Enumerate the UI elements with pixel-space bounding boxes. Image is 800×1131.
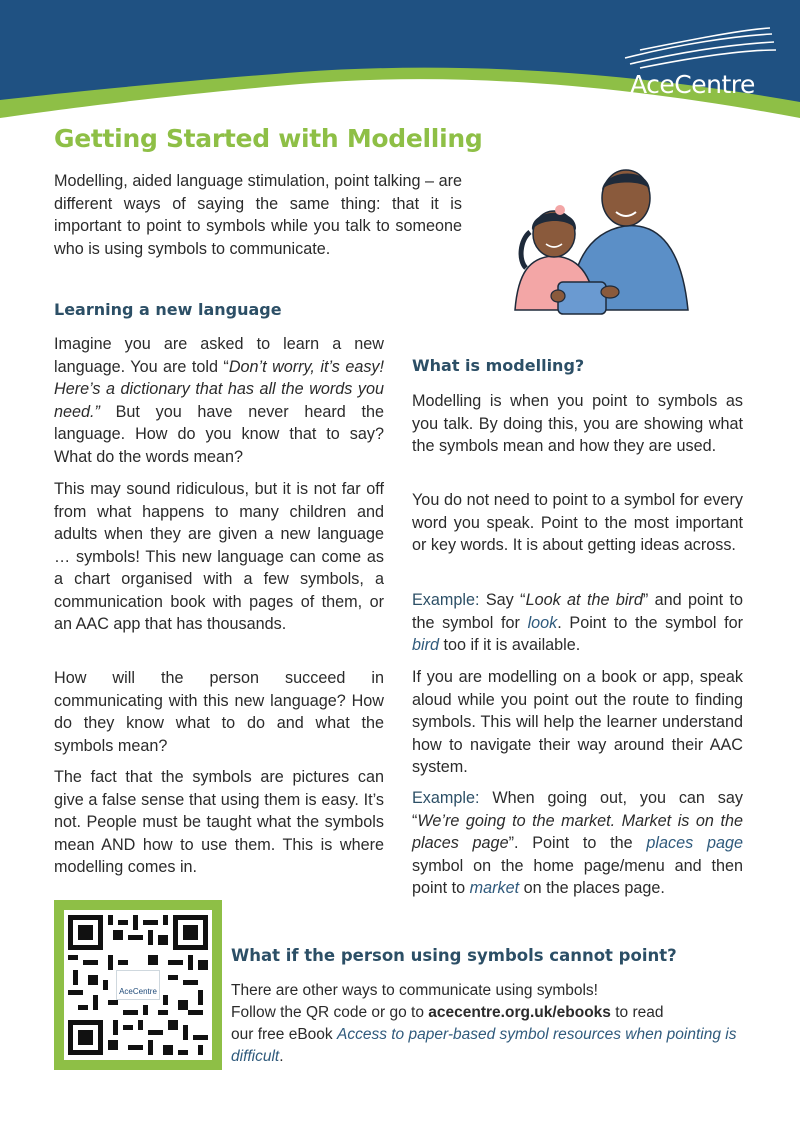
keyword-bird: bird [412,636,439,654]
modelling-example-1: Example: Say “Look at the bird” and point to the symbol for look. Point to the symbol for bird too if it is available. [412,591,744,654]
ebook-title: Access to paper-based symbol resources when pointing is difficult [231,1026,737,1065]
qr-code[interactable] [64,910,212,1060]
intro-paragraph: Modelling, aided language stimulation, point talking – are different ways of saying the same thing: that it is important to point to symbols while you talk to someone who is using symbols to communicate. [54,172,462,258]
modelling-paragraph-2: You do not need to point to a symbol for every word you speak. Point to the most important or key words. It is about getting ideas across. [412,491,743,554]
brand-logo: AceCentre [630,70,755,99]
learning-paragraph-1: Imagine you are asked to learn a new language. You are told “Don’t worry, it’s easy! Here’s a dictionary that has all the words you need.” But you have never heard the language. How do you know that to say? What do the words mean? [54,335,385,466]
keyword-look: look [527,613,558,632]
qr-code-frame [54,900,222,1070]
learning-paragraph-3: How will the person succeed in communicating with this new language? How do they know what to do and what the symbols mean? [54,669,384,755]
page-title: Getting Started with Modelling [54,124,483,153]
modelling-heading: What is modelling? [412,356,585,375]
pointing-heading: What if the person using symbols cannot point? [231,946,677,965]
qr-logo: AceCentre [116,970,160,1000]
keyword-market: market [469,879,520,897]
keyword-places-page: places page [646,834,743,852]
modelling-example-2: Example: When going out, you can say “We’re going to the market. Market is on the places page”. Point to the places page symbol on the home page/menu and then point to market on the places page. [412,789,743,897]
modelling-paragraph-1: Modelling is when you point to symbols as you talk. By doing this, you are showing what the symbols mean and how they are used. [412,392,743,455]
learning-heading: Learning a new language [54,300,282,319]
ebooks-link[interactable]: acecentre.org.uk/ebooks [428,1004,611,1021]
adult-child-tablet-illustration [500,160,695,320]
learning-paragraph-4: The fact that the symbols are pictures can give a false sense that using them is easy. It’s not. People must be taught what the symbols mean AND how to use them. This is where modelling comes in. [54,768,384,876]
modelling-paragraph-3: If you are modelling on a book or app, speak aloud while you point out the route to finding symbols. This will help the learner understand how to navigate their way around their AAC system. [412,668,743,776]
pointing-paragraph: There are other ways to communicate using symbols! Follow the QR code or go to acecentre.org.uk/ebooks to read our free eBook Access to paper-based symbol resources when pointing is difficult. [231,982,737,1065]
learning-paragraph-2: This may sound ridiculous, but it is not far off from what happens to many children and adults when they are given a new language … symbols! This new language can come as a chart organised with a few symbols, a communication book with pages of them, or an AAC app that has thousands. [54,480,384,633]
